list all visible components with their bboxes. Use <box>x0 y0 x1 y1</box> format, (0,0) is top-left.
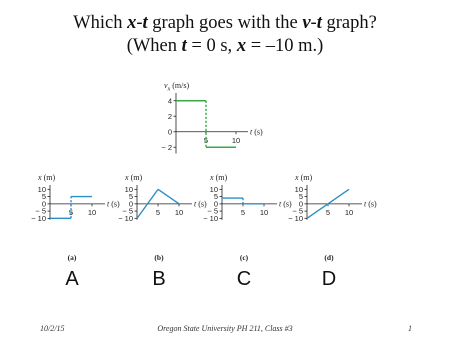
title-t-var-2: t <box>316 13 322 33</box>
footer-date: 10/2/15 <box>40 324 65 333</box>
y-axis-label: $v_x$ (m/s) <box>164 81 190 93</box>
chart-vt <box>161 81 263 153</box>
y-tick-label: − 5 <box>292 206 303 216</box>
y-tick-label: 5 <box>213 192 218 202</box>
y-tick-label: − 5 <box>207 206 218 216</box>
x-axis-label: t (s) <box>364 199 377 209</box>
answer-choice-label: B <box>152 268 166 290</box>
y-tick-label: 5 <box>298 192 303 202</box>
title-t-var: t <box>142 13 148 33</box>
title-text-mid: graph goes with the <box>147 13 303 33</box>
title2-text-pre: (When <box>126 36 182 56</box>
x-axis-label: t (s) <box>194 199 207 209</box>
panel-label: (c) <box>239 253 249 262</box>
y-tick-label: − 5 <box>35 206 46 216</box>
y-tick-label: 5 <box>128 192 133 202</box>
y-tick-label: 10 <box>37 184 46 194</box>
title-dash-2: - <box>310 13 317 33</box>
title-v-var: v <box>302 13 311 33</box>
y-tick-label: 0 <box>41 199 46 209</box>
footer-page-number: 1 <box>408 324 412 333</box>
y-tick-label: − 2 <box>161 142 172 152</box>
answer-choice-label: C <box>236 268 252 290</box>
y-tick-label: − 5 <box>122 206 133 216</box>
x-tick-label: 10 <box>231 135 241 145</box>
answer-choice-label: D <box>321 268 337 290</box>
title-x-var: x <box>127 13 137 33</box>
title-text-pre: Which <box>73 13 128 33</box>
x-axis-label: t (s) <box>250 127 263 137</box>
y-axis-label: x (m) <box>210 173 228 182</box>
answer-choice-label: A <box>65 268 79 290</box>
chart-a <box>31 173 120 290</box>
title-text-post: graph? <box>321 13 377 33</box>
x-tick-label: 10 <box>344 207 354 217</box>
y-tick-label: 5 <box>41 192 46 202</box>
y-tick-label: 0 <box>128 199 133 209</box>
chart-b <box>118 173 207 290</box>
chart-d <box>288 173 377 290</box>
footer-course: Oregon State University PH 211, Class #3 <box>157 324 293 333</box>
y-tick-label: 2 <box>167 111 172 121</box>
title2-t-var: t <box>181 36 187 56</box>
x-tick-label: 10 <box>259 207 269 217</box>
x-tick-label: 5 <box>240 207 246 217</box>
chart-c <box>203 173 292 290</box>
y-tick-label: 0 <box>167 127 172 137</box>
panel-label: (d) <box>324 253 334 262</box>
x-axis-label: t (s) <box>279 199 292 209</box>
x-tick-label: 10 <box>174 207 184 217</box>
x-tick-label: 5 <box>325 207 331 217</box>
y-axis-label: x (m) <box>38 173 56 182</box>
panel-label: (a) <box>67 253 77 262</box>
x-tick-label: 5 <box>203 135 209 145</box>
title2-x-var: x <box>236 36 247 56</box>
y-tick-label: 0 <box>298 199 303 209</box>
y-tick-label: − 10 <box>118 213 133 223</box>
title2-text-post: = –10 m.) <box>246 36 324 56</box>
title-dash: - <box>136 13 143 33</box>
series-segment <box>158 189 179 204</box>
y-tick-label: 0 <box>213 199 218 209</box>
title2-text-mid: = 0 s, <box>186 36 237 56</box>
y-tick-label: − 10 <box>31 213 46 223</box>
y-axis-label: x (m) <box>125 173 143 182</box>
y-tick-label: 10 <box>209 184 218 194</box>
y-tick-label: 10 <box>294 184 303 194</box>
y-axis-label: x (m) <box>295 173 313 182</box>
y-tick-label: 10 <box>124 184 133 194</box>
y-tick-label: − 10 <box>288 213 303 223</box>
panel-label: (b) <box>154 253 164 262</box>
x-tick-label: 5 <box>155 207 161 217</box>
x-tick-label: 10 <box>87 207 97 217</box>
y-tick-label: 4 <box>167 96 172 106</box>
y-tick-label: − 10 <box>203 213 218 223</box>
x-tick-label: 5 <box>68 207 74 217</box>
x-axis-label: t (s) <box>107 199 120 209</box>
